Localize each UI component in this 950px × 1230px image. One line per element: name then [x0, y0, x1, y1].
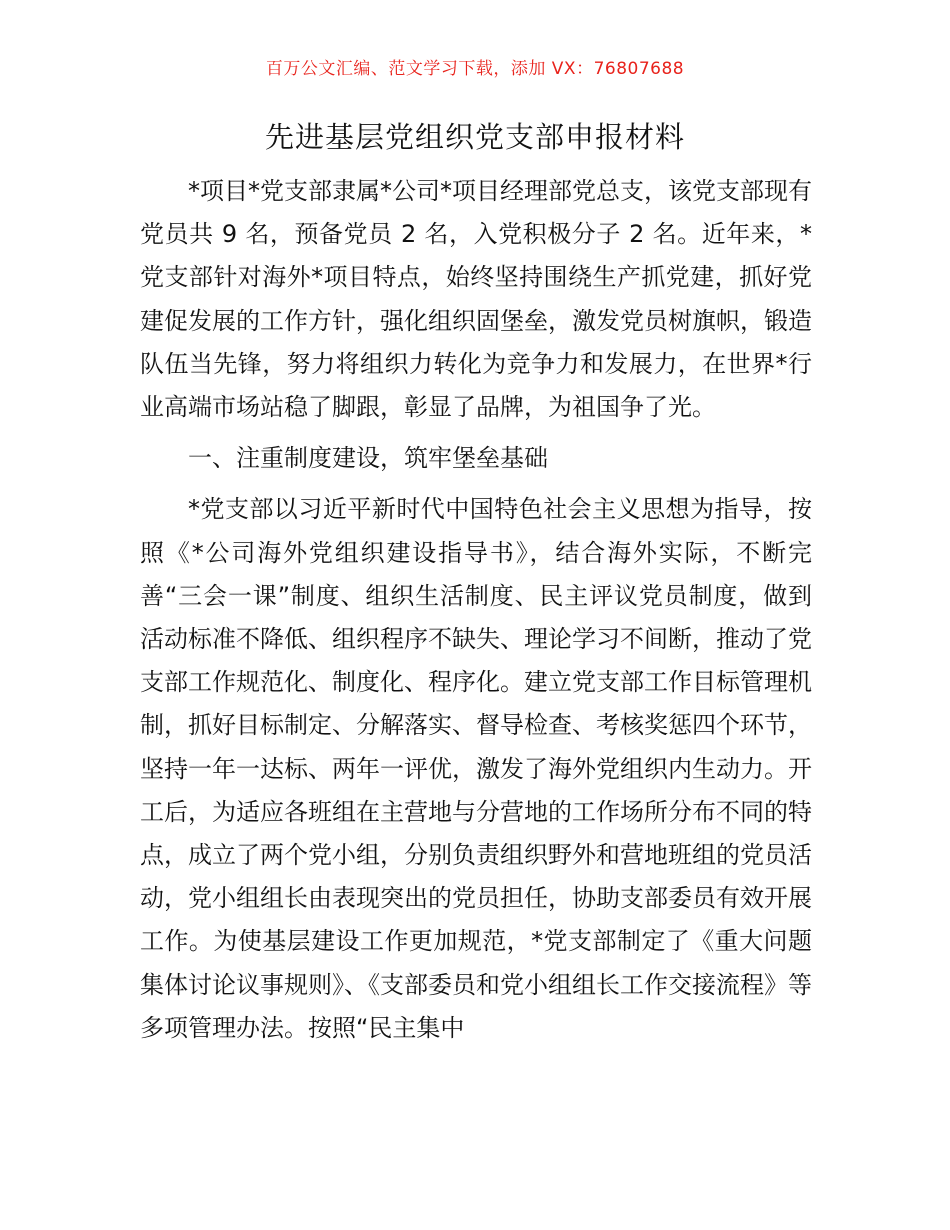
section-heading-1: 一、注重制度建设，筑牢堡垒基础 — [188, 444, 548, 473]
intro-paragraph: *项目*党支部隶属*公司*项目经理部党总支，该党支部现有党员共 9 名，预备党员 2 名，入党积极分子 2 名。近年来，*党支部针对海外*项目特点，始终坚持围绕生产抓党建，抓好党建促发展的工作方针，强化组织固堡垒，激发党员树旗帜，锻造队伍当先锋，努力将组织力转化为竞争力和发展力，在世界*行业高端市场站稳了脚跟，彰显了品牌，为祖国争了光。 — [140, 177, 812, 422]
header-contact-note: 百万公文汇编、范文学习下载，添加 VX：76807688 — [265, 59, 685, 79]
document-body — [140, 170, 812, 1050]
document-title: 先进基层党组织党支部申报材料 — [264, 120, 685, 154]
section-1-paragraph: *党支部以习近平新时代中国特色社会主义思想为指导，按照《*公司海外党组织建设指导书》，结合海外实际，不断完善“三会一课”制度、组织生活制度、民主评议党员制度，做到活动标准不降低、组织程序不缺失、理论学习不间断，推动了党支部工作规范化、制度化、程序化。建立党支部工作目标管理机制，抓好目标制定、分解落实、督导检查、考核奖惩四个环节，坚持一年一达标、两年一评优，激发了海外党组织内生动力。开工后，为适应各班组在主营地与分营地的工作场所分布不同的特点，成立了两个党小组，分别负责组织野外和营地班组的党员活动，党小组组长由表现突出的党员担任，协助支部委员有效开展工作。为使基层建设工作更加规范，*党支部制定了《重大问题集体讨论议事规则》、《支部委员和党小组组长工作交接流程》等多项管理办法。按照“民主集中 — [140, 495, 812, 1042]
